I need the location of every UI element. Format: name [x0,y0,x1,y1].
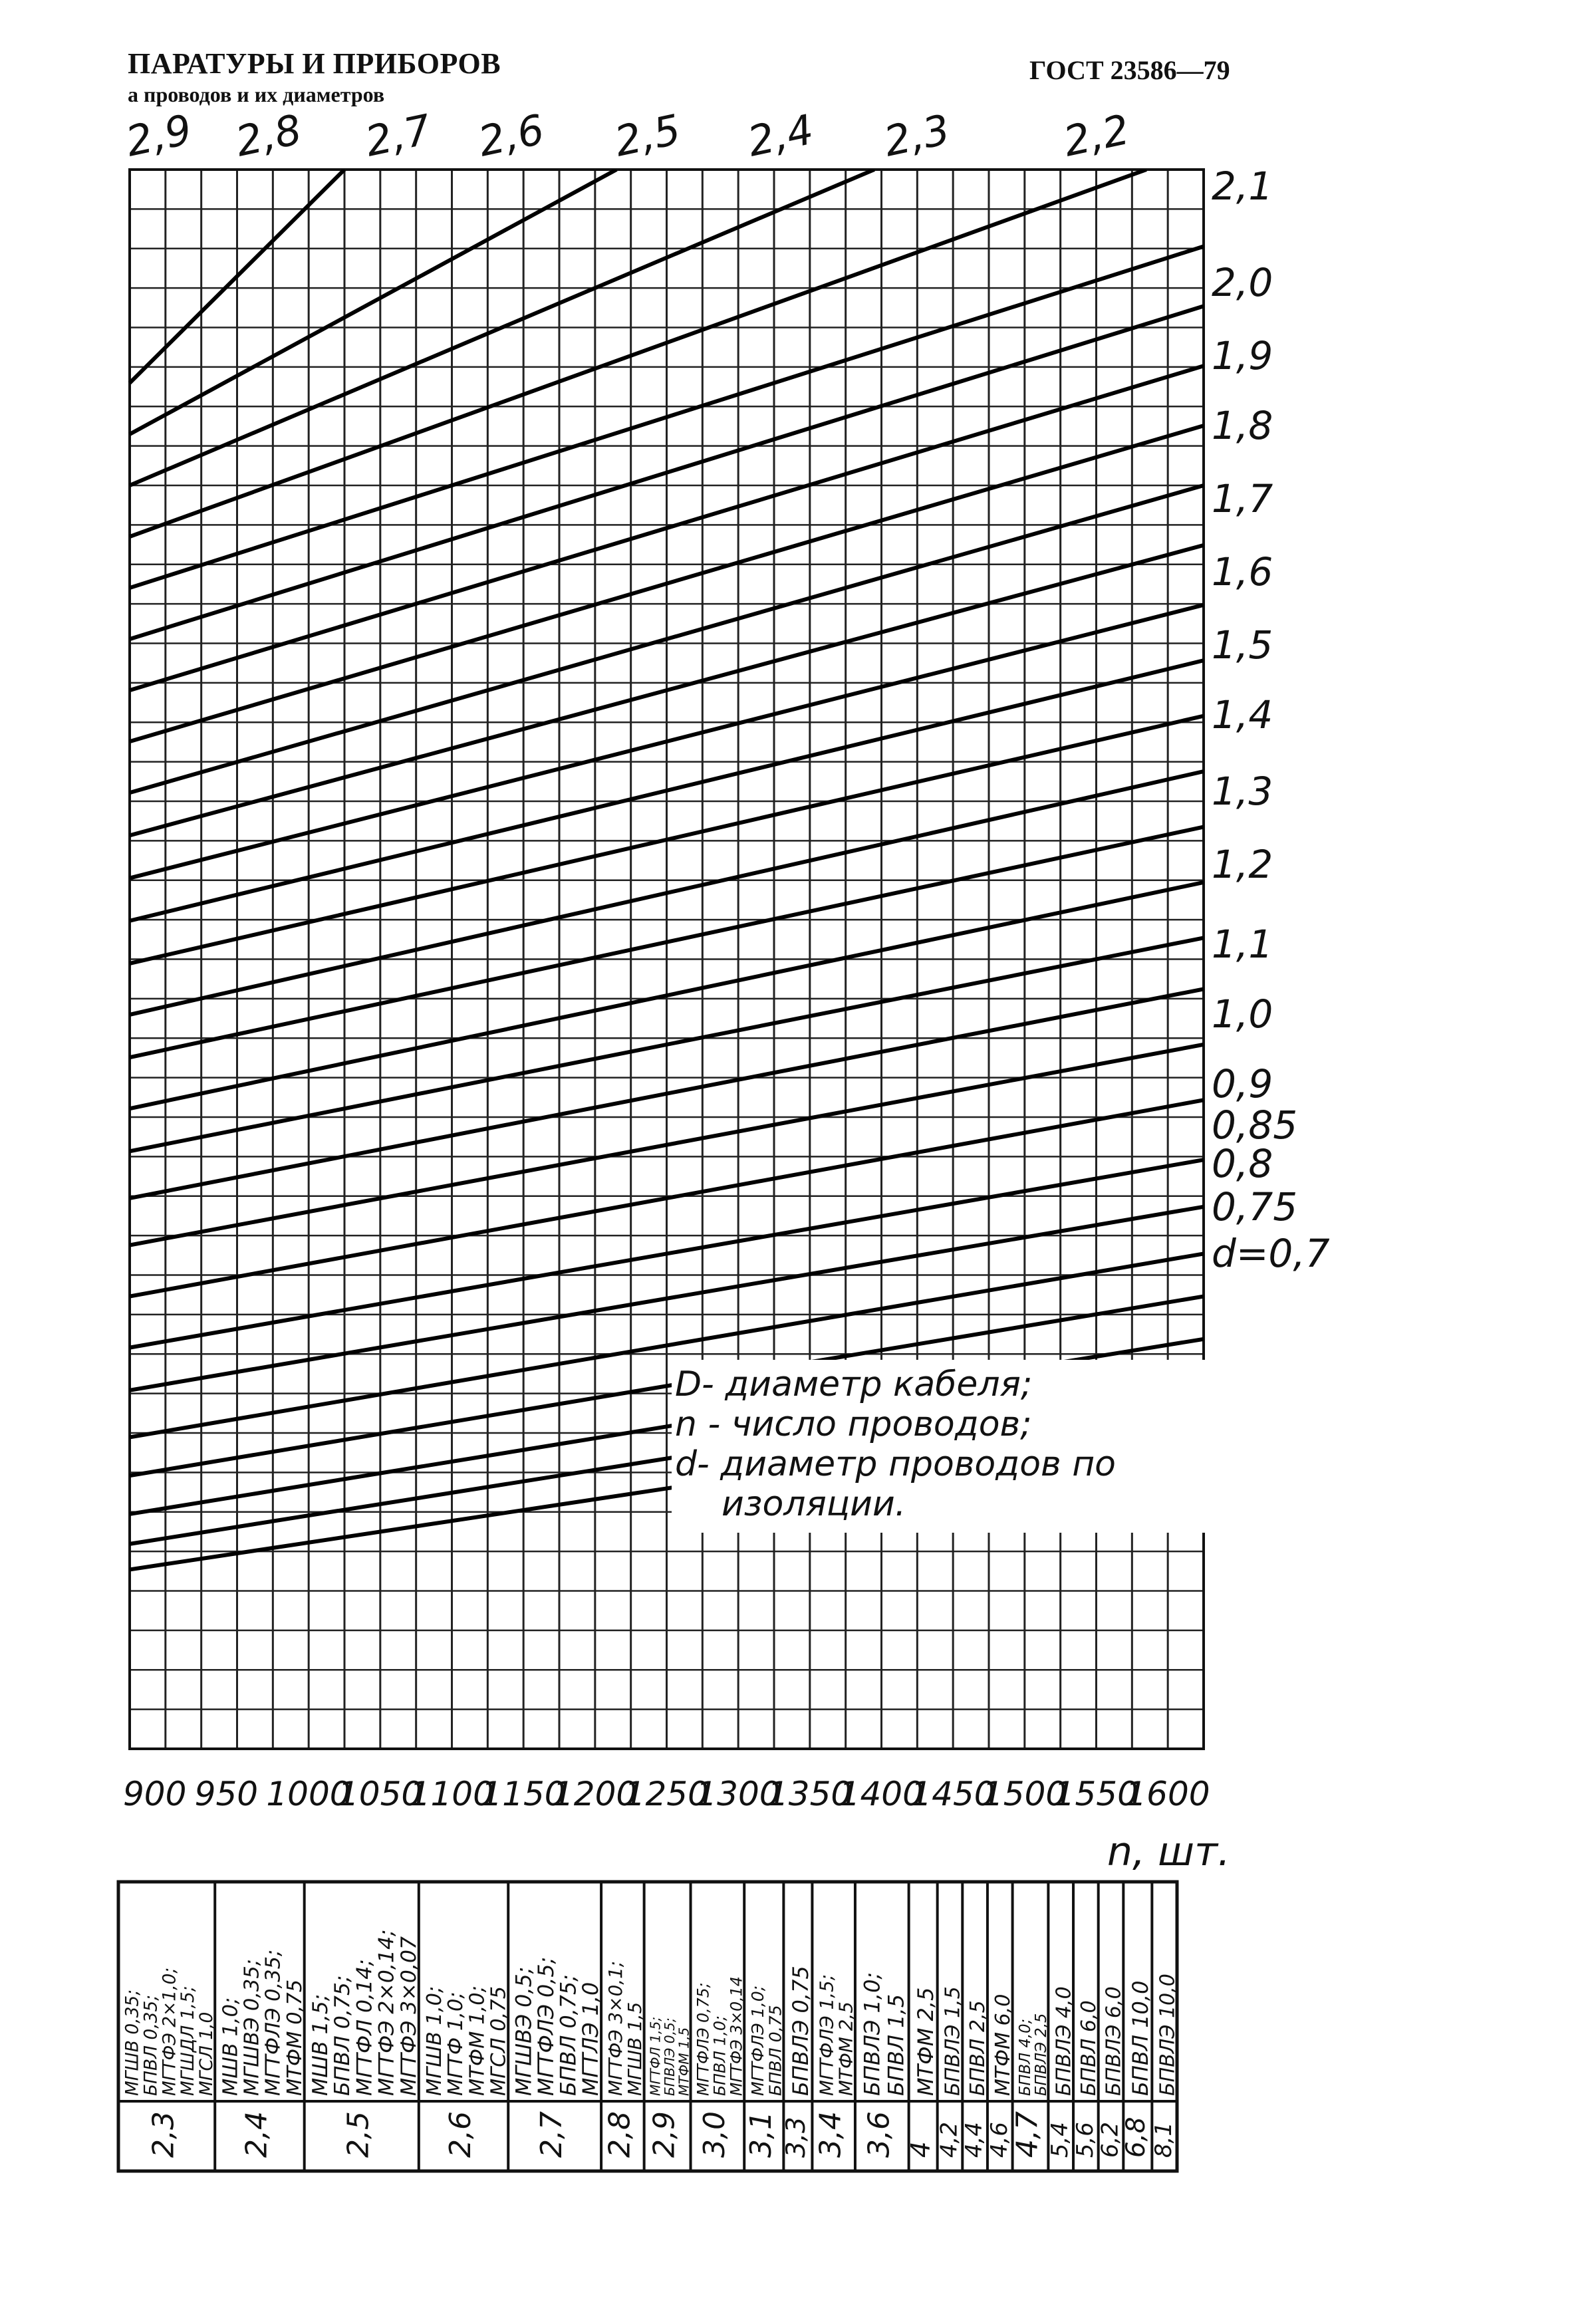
legend-cable-diameter: D- диаметр кабеля; [675,1364,1033,1404]
table-item: БПВЛ 0,35; [140,1994,162,2096]
table-item: МГШДЛ 1,5; [178,1986,199,2096]
table-item: МТФМ 2,5 [913,1987,939,2096]
legend-wire-diameter: d- диаметр проводов по [675,1444,1116,1484]
table-item: МГТФЛ 0,14; [352,1959,377,2096]
table-item: МГТФЭ 2×0,14; [374,1929,399,2096]
x-tick-label: 1050 [338,1775,423,1813]
page-header-subtitle: а проводов и их диаметров [128,82,385,106]
table-item: МГТФЭ 2×1,0; [159,1967,180,2096]
cable-table [118,1882,1179,2171]
x-tick-label: 1400 [839,1775,924,1813]
x-tick-label: 950 [194,1775,259,1813]
table-item: МГТФЛЭ 0,75; [694,1982,713,2096]
table-item: БПВЛЭ 0,5; [662,2017,678,2096]
x-tick-label: 1250 [624,1775,709,1813]
table-diameter: 2,6 [444,2111,478,2158]
top-label: 2,7 [360,104,436,166]
table-item: БПВЛЭ 1,0; [859,1972,885,2096]
chart-labels [122,105,1330,1875]
right-label: 0,75 [1212,1184,1298,1229]
page-header-title: ПАРАТУРЫ И ПРИБОРОВ [128,47,501,80]
right-label: 1,4 [1212,692,1273,737]
table-item: МГШВ 1,5 [624,2001,646,2096]
legend-wire-count: n - число проводов; [675,1404,1032,1444]
table-diameter: 3,6 [862,2111,896,2158]
x-tick-label: 1000 [266,1775,351,1813]
right-label: 1,9 [1212,333,1273,378]
table-diameter: 4 [906,2141,937,2158]
table-diameter: 2,5 [341,2111,376,2158]
top-label: 2,9 [121,104,196,166]
table-item: МГТФЛЭ 1,0; [747,1985,767,2096]
x-axis-label: n, шт. [1107,1829,1231,1875]
legend-insulation: изоляции. [722,1484,906,1524]
table-item: МГТФЛ 1,5; [647,2016,664,2096]
table-diameter: 3,0 [697,2111,731,2158]
table-diameter: 4,4 [961,2122,988,2158]
x-tick-label: 1200 [553,1775,638,1813]
table-item: МШВ 1,0; [219,1997,243,2096]
right-label: 0,9 [1212,1061,1273,1106]
table-item: МГТФЛЭ 0,5; [535,1956,559,2096]
table-item: БПВЛ 1,0; [710,2015,729,2096]
table-item: МГШВЭ 0,5; [512,1966,537,2096]
x-tick-label: 1100 [409,1775,494,1813]
x-tick-label: 900 [123,1775,187,1813]
table-item: МГСЛ 0,75 [487,1986,511,2096]
table-diameter: 4,7 [1010,2111,1045,2158]
table-item: БПВЛ 1,5 [883,1994,909,2096]
right-label: d=0,7 [1212,1231,1330,1276]
table-item: МГТЛЭ 1,0 [579,1982,604,2096]
table-item: БПВЛЭ 0,75 [787,1966,813,2096]
table-item: БПВЛЭ 6,0 [1102,1986,1126,2096]
table-item: МГТФЛЭ 1,5; [815,1974,838,2096]
table-diameter: 2,8 [602,2111,637,2158]
top-label: 2,4 [743,104,818,166]
table-item: МГСЛ 1,0 [196,2011,217,2096]
top-label: 2,2 [1059,104,1134,166]
right-label: 2,0 [1212,260,1273,305]
table-diameter: 5,6 [1071,2122,1098,2158]
top-label: 2,3 [879,104,954,166]
table-item: МГШВ 0,35; [122,1989,143,2096]
table-item: БПВЛЭ 4,0 [1052,1986,1076,2096]
x-tick-label: 1500 [982,1775,1067,1813]
table-diameter: 3,4 [813,2111,848,2158]
x-tick-label: 1300 [696,1775,781,1813]
table-diameter: 4,6 [986,2122,1012,2158]
table-item: МГТФЭ 3×0,1; [604,1960,626,2096]
right-label: 0,85 [1212,1102,1298,1148]
right-label: 1,5 [1212,622,1273,668]
table-item: БПВЛЭ 10,0 [1156,1974,1180,2096]
x-tick-label: 1600 [1125,1775,1210,1813]
table-item: МТФМ 0,75 [283,1979,307,2096]
table-diameter: 5,4 [1047,2122,1073,2158]
table-item: МТФМ 1,5 [676,2027,692,2096]
table-item: БПВЛ 10,0 [1127,1980,1153,2096]
x-tick-label: 1550 [1053,1775,1138,1813]
table-diameter: 3,3 [781,2117,811,2158]
table-item: БПВЛ 0,75 [765,2005,785,2096]
right-label: 0,8 [1212,1141,1273,1186]
table-diameter: 6,2 [1097,2122,1123,2158]
right-label: 1,8 [1212,403,1273,448]
table-diameter: 8,1 [1150,2122,1177,2158]
standard-number: ГОСТ 23586—79 [1029,55,1230,85]
right-label: 1,3 [1212,769,1273,814]
table-item: БПВЛ 4,0; [1016,2018,1034,2096]
table-item: МТФМ 2,5 [835,2001,857,2096]
top-label: 2,5 [610,104,685,166]
x-tick-label: 1350 [767,1775,853,1813]
table-item: МГТФЭ 3×0,07 [396,1936,421,2096]
table-item: МТФМ 1,0; [465,1986,489,2096]
table-diameter: 2,9 [647,2111,682,2158]
table-item: БПВЛЭ 1,5 [941,1986,965,2096]
table-diameter: 2,4 [239,2111,274,2158]
table-item: БПВЛ 6,0 [1077,2000,1101,2096]
table-item: МГШВ 1,0; [423,1986,447,2096]
right-label: 1,2 [1212,842,1273,887]
table-diameter: 2,3 [146,2111,181,2158]
table-item: БПВЛ 2,5 [966,2000,990,2096]
table-item: БПВЛ 0,75; [330,1975,355,2096]
right-label: 1,7 [1212,476,1273,521]
right-label: 1,0 [1212,991,1273,1037]
table-item: БПВЛЭ 2,5 [1032,2013,1050,2096]
table-diameter: 6,8 [1121,2117,1151,2158]
table-item: МШВ 1,5; [308,1994,332,2096]
table-item: МГТФЛЭ 0,35; [261,1949,285,2096]
top-label: 2,6 [473,104,549,166]
table-item: МГШВЭ 0,35; [240,1958,264,2096]
table-item: БПВЛ 0,75; [557,1974,581,2096]
right-label: 2,1 [1212,164,1273,209]
right-label: 1,6 [1212,549,1273,594]
table-item: МГТФ 1,0; [444,1992,468,2096]
table-item: МТФМ 6,0 [991,1994,1015,2096]
x-tick-label: 1450 [910,1775,995,1813]
table-diameter: 2,7 [535,2111,569,2158]
top-label: 2,8 [231,104,306,166]
table-diameter: 3,1 [743,2111,778,2158]
table-item: МГТФЭ 3×0,14 [727,1976,746,2096]
table-diameter: 4,2 [936,2122,962,2158]
x-tick-label: 1150 [481,1775,566,1813]
right-label: 1,1 [1212,922,1273,967]
